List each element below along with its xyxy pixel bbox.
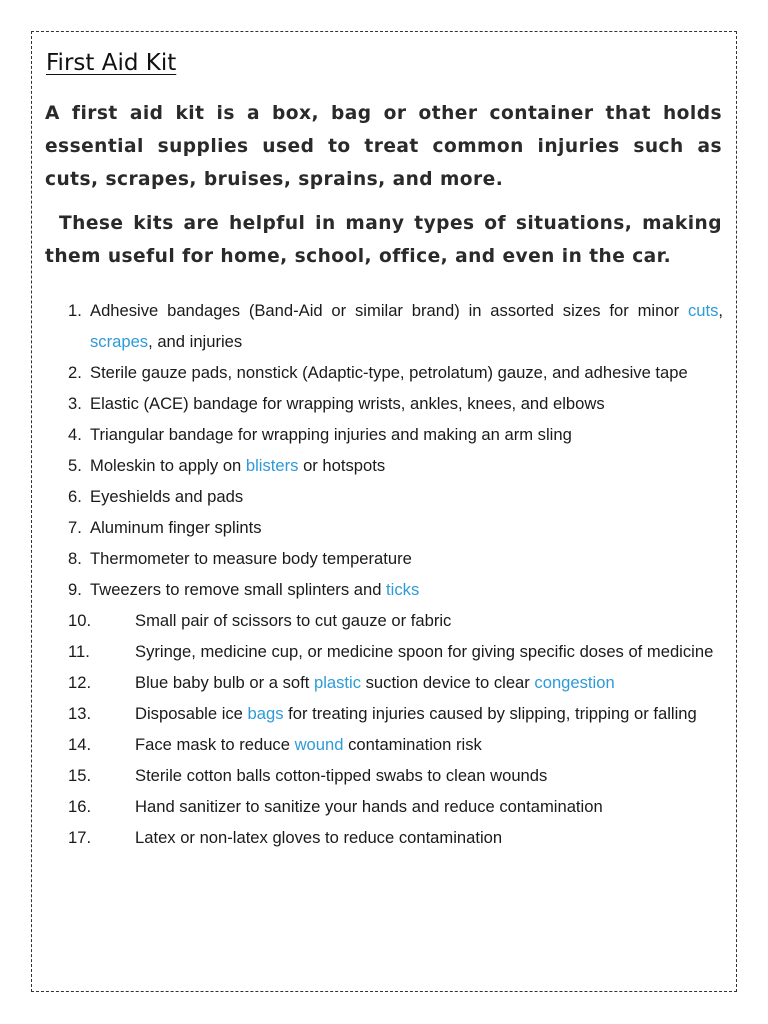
list-item [45,605,723,636]
list-item-text: Thermometer to measure body temperature [90,549,412,568]
list-item [45,481,723,512]
list-item-text: Hand sanitizer to sanitize your hands and reduce contamination [135,797,603,816]
list-item [45,543,723,574]
list-item [45,388,723,419]
hyperlink[interactable]: wound [294,735,344,754]
list-item-number: 15. [68,766,92,785]
list-item [45,698,723,729]
list-item-number: 13. [68,704,92,723]
list-item-text: Disposable ice [135,704,248,723]
hyperlink[interactable]: cuts [687,301,719,320]
list-item-text: Elastic (ACE) bandage for wrapping wrists, ankles, knees, and elbows [90,394,605,413]
hyperlink[interactable]: congestion [534,673,615,692]
list-item [45,512,723,543]
list-item-number: 12. [68,673,92,692]
list-item-text: contamination risk [343,735,482,754]
list-item-number: 2. [68,363,82,382]
list-item-text: Face mask to reduce [135,735,295,754]
hyperlink[interactable]: bags [247,704,284,723]
list-item [45,419,723,450]
list-item-number: 14. [68,735,92,754]
list-item-text: for treating injuries caused by slipping, tripping or falling [283,704,697,723]
list-item [45,760,723,791]
list-item-number: 5. [68,456,82,475]
list-item-text: Sterile gauze pads, nonstick (Adaptic-type, petrolatum) gauze, and adhesive tape [90,363,688,382]
list-item-text: Eyeshields and pads [90,487,244,506]
list-item-text: suction device to clear [361,673,535,692]
list-item [45,574,723,605]
list-item [45,822,723,853]
document-title: First Aid Kit [46,50,177,76]
hyperlink[interactable]: scrapes [90,332,149,351]
intro-paragraph-definition: A first aid kit is a box, bag or other container that holds essential supplies used to treat common injuries such as cuts, scrapes, bruises, sprains, and more. [45,103,722,190]
list-item-text: , and injuries [148,332,243,351]
list-item-number: 4. [68,425,82,444]
list-item-number: 3. [68,394,82,413]
hyperlink[interactable]: plastic [313,673,362,692]
list-item-text: Blue baby bulb or a soft [135,673,314,692]
list-item-text: Triangular bandage for wrapping injuries and making an arm sling [90,425,572,444]
list-item [45,450,723,481]
list-item-text: Tweezers to remove small splinters and [90,580,387,599]
hyperlink[interactable]: blisters [245,456,299,475]
list-item-number: 1. [68,301,82,320]
hyperlink[interactable]: ticks [386,580,420,599]
list-item-number: 7. [68,518,82,537]
list-item-number: 16. [68,797,92,816]
supplies-list [45,295,723,853]
intro-paragraph-uses: These kits are helpful in many types of situations, making them useful for home, school, office, and even in the car. [45,213,722,267]
list-item-text: Adhesive bandages (Band-Aid or similar brand) in assorted sizes for minor [90,301,688,320]
list-item-text: Sterile cotton balls cotton-tipped swabs to clean wounds [135,766,548,785]
list-item-number: 8. [68,549,82,568]
list-item-number: 17. [68,828,92,847]
list-item-number: 9. [68,580,82,599]
list-item-text: , [718,301,723,320]
list-item-number: 10. [68,611,92,630]
list-item-text: Moleskin to apply on [90,456,246,475]
list-item [45,357,723,388]
list-item-text: or hotspots [298,456,386,475]
list-item [45,791,723,822]
list-item-text: Latex or non-latex gloves to reduce contamination [135,828,503,847]
list-item [45,729,723,760]
list-item [45,636,723,667]
list-item [45,295,723,357]
list-item-text: Syringe, medicine cup, or medicine spoon for giving specific doses of medicine [135,642,714,661]
list-item [45,667,723,698]
list-item-text: Aluminum finger splints [90,518,262,537]
list-item-text: Small pair of scissors to cut gauze or fabric [135,611,452,630]
list-item-number: 6. [68,487,82,506]
list-item-number: 11. [68,642,90,661]
